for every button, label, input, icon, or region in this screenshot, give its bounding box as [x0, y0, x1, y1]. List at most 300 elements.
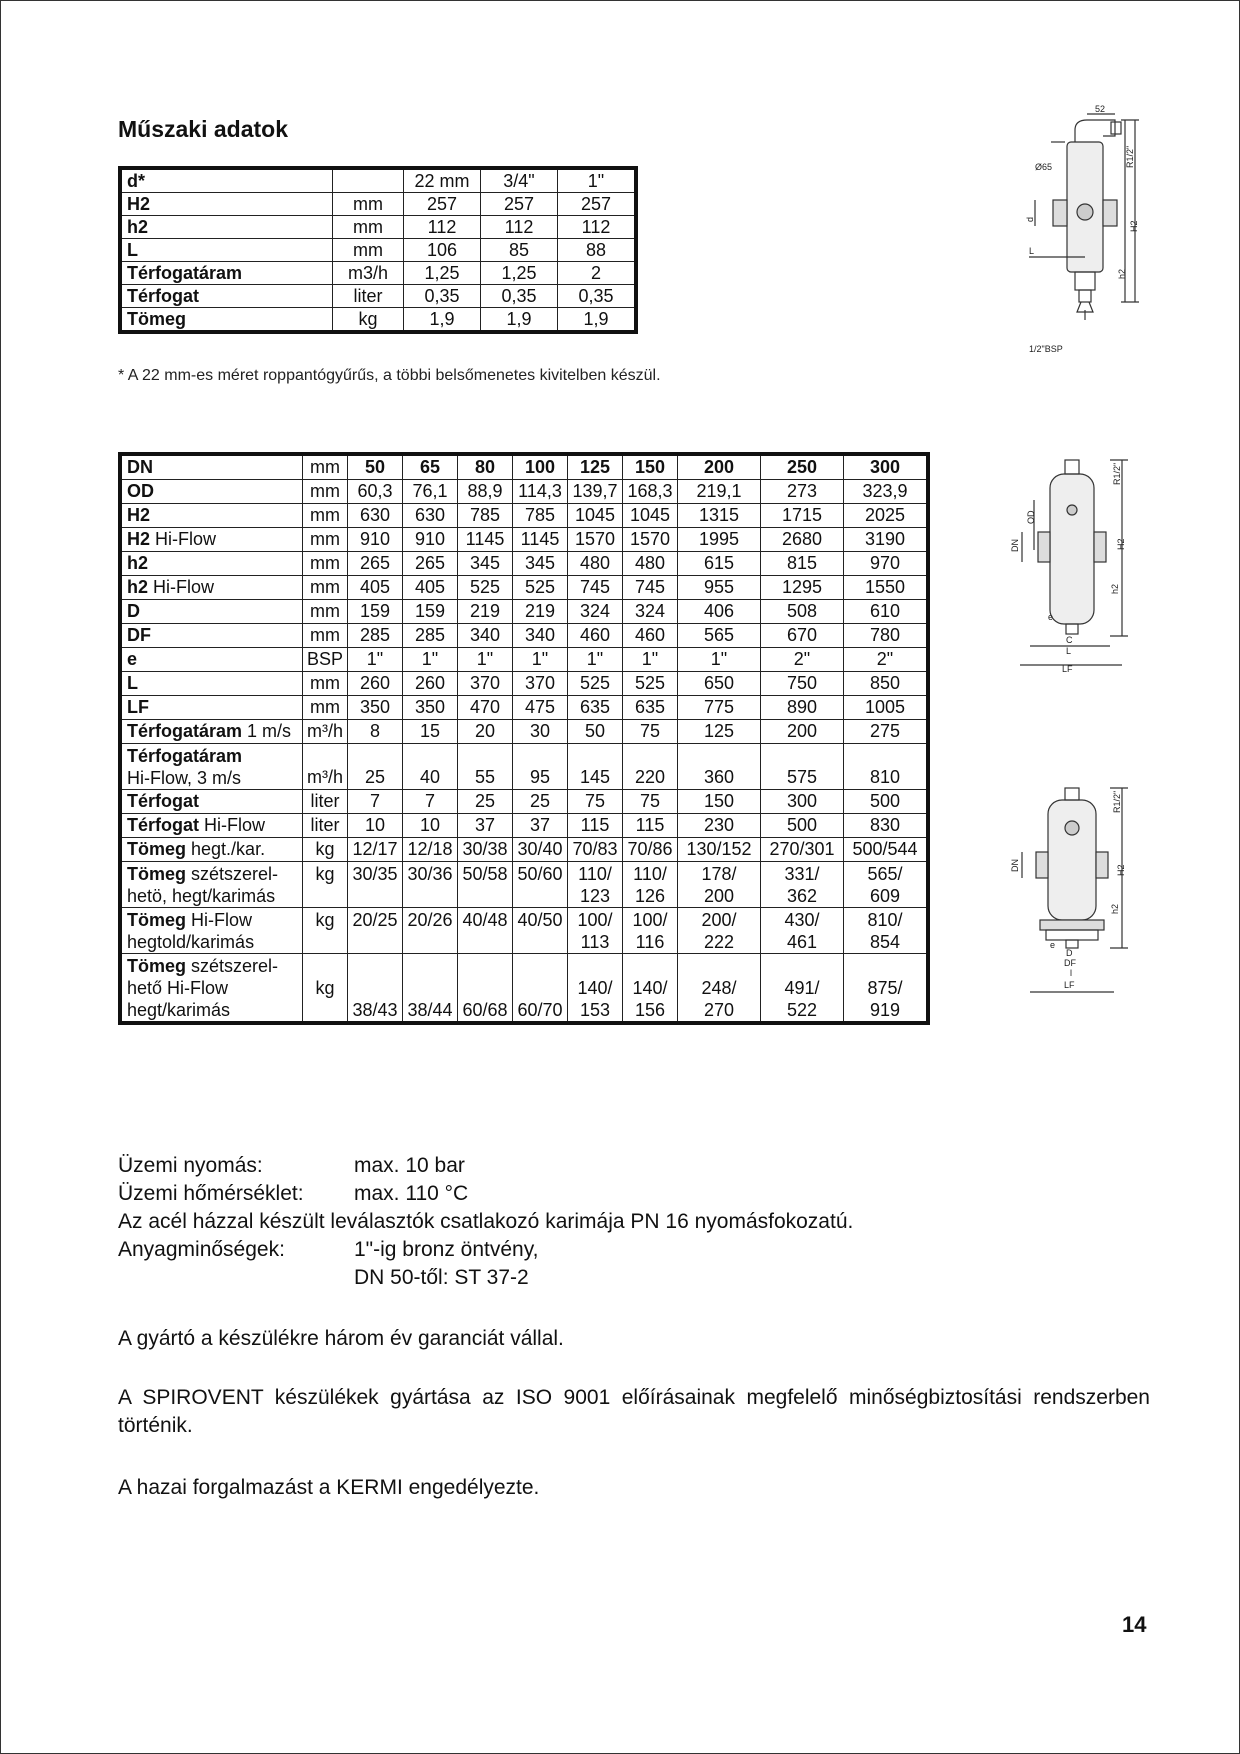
table-cell: 145: [568, 744, 623, 790]
table-cell: 1,9: [404, 308, 481, 333]
table-cell: 324: [623, 600, 678, 624]
table-cell: 125: [678, 720, 761, 744]
table-row: [120, 862, 928, 908]
table-cell: 370: [458, 672, 513, 696]
table-row: [120, 285, 636, 308]
cell-line: 854: [869, 932, 901, 952]
table-cell: 1,25: [404, 262, 481, 285]
dim-d: d: [1025, 216, 1035, 222]
pressure-label: Üzemi nyomás:: [118, 1154, 263, 1177]
row-unit: mm: [333, 193, 404, 216]
header-cell: 1": [558, 168, 637, 193]
cell-line: 113: [580, 932, 610, 952]
table-cell: 270/301: [761, 838, 844, 862]
row-label-normal: hegtold/karimás: [127, 932, 255, 952]
table-cell: [348, 954, 403, 1024]
cell-line: 50/60: [517, 864, 563, 884]
row-label: [120, 648, 303, 672]
header-cell: DN: [120, 454, 303, 480]
table-cell: 345: [513, 552, 568, 576]
row-label-bold: LF: [127, 697, 149, 717]
table-cell: [761, 954, 844, 1024]
cell-line: 40/50: [517, 910, 563, 930]
table-cell: 350: [403, 696, 458, 720]
row-label: h2: [120, 216, 333, 239]
table-cell: 75: [568, 790, 623, 814]
table-cell: 360: [678, 744, 761, 790]
table-row: [120, 528, 928, 552]
table-cell: 219: [513, 600, 568, 624]
table-cell: 273: [761, 480, 844, 504]
table-row: [120, 624, 928, 648]
row-unit: mm: [333, 239, 404, 262]
table-cell: 1715: [761, 504, 844, 528]
table-cell: 500/544: [844, 838, 929, 862]
table-cell: [458, 908, 513, 954]
dim-H2: H2: [1116, 864, 1126, 876]
row-unit: mm: [303, 696, 348, 720]
table-cell: 150: [678, 790, 761, 814]
table-cell: 15: [403, 720, 458, 744]
table-cell: 2": [844, 648, 929, 672]
table-cell: 25: [513, 790, 568, 814]
row-unit: kg: [333, 308, 404, 333]
table-cell: 1": [458, 648, 513, 672]
header-cell: 3/4": [481, 168, 558, 193]
table-cell: 159: [348, 600, 403, 624]
table-cell: 12/18: [403, 838, 458, 862]
table-cell: 470: [458, 696, 513, 720]
temperature-row: [118, 1180, 853, 1208]
table-cell: [458, 954, 513, 1024]
cell-line: 126: [634, 886, 666, 906]
table-cell: 650: [678, 672, 761, 696]
table-cell: 60,3: [348, 480, 403, 504]
table-cell: 115: [623, 814, 678, 838]
table-cell: 168,3: [623, 480, 678, 504]
table-cell: 1570: [623, 528, 678, 552]
row-label-bold: Térfogat: [127, 815, 199, 835]
cell-line: 116: [635, 932, 665, 952]
table-cell: 1145: [458, 528, 513, 552]
row-unit: liter: [303, 790, 348, 814]
table-cell: 830: [844, 814, 929, 838]
operating-data: [118, 1152, 853, 1292]
table-cell: 12/17: [348, 838, 403, 862]
table-cell: 890: [761, 696, 844, 720]
table-cell: [678, 954, 761, 1024]
table-cell: 25: [348, 744, 403, 790]
row-label: Térfogat: [120, 285, 333, 308]
table-cell: 0,35: [558, 285, 637, 308]
table-cell: 475: [513, 696, 568, 720]
cell-line: 222: [703, 932, 735, 952]
dim-L: L: [1066, 646, 1072, 656]
dim-LF: LF: [1062, 664, 1073, 674]
table-cell: 20: [458, 720, 513, 744]
cell-line: 38/44: [407, 1000, 453, 1020]
cell-line: 270: [703, 1000, 735, 1020]
dim-dn: DN: [1010, 859, 1020, 872]
dim-H2: H2: [1129, 220, 1139, 232]
table-cell: 115: [568, 814, 623, 838]
cell-line: 331/: [784, 864, 820, 884]
cell-line: 30/35: [352, 864, 398, 884]
table-cell: 1570: [568, 528, 623, 552]
pressure-row: [118, 1152, 853, 1180]
table-cell: 480: [623, 552, 678, 576]
table-cell: 112: [558, 216, 637, 239]
table-cell: [844, 908, 929, 954]
dim-e: e: [1050, 940, 1056, 950]
table-cell: 257: [558, 193, 637, 216]
table-row: [120, 262, 636, 285]
table-cell: 88,9: [458, 480, 513, 504]
table-cell: 500: [761, 814, 844, 838]
table-cell: 525: [568, 672, 623, 696]
table-cell: 88: [558, 239, 637, 262]
table-cell: 275: [844, 720, 929, 744]
table-cell: 40: [403, 744, 458, 790]
row-label-normal: Hi-Flow: [199, 815, 265, 835]
table-row: [120, 504, 928, 528]
cell-line: 38/43: [352, 1000, 398, 1020]
table-cell: 0,35: [404, 285, 481, 308]
row-label-bold: Tömeg: [127, 839, 187, 859]
header-cell: 80: [458, 454, 513, 480]
table-cell: 7: [403, 790, 458, 814]
dim-h2: h2: [1110, 583, 1120, 594]
table-row: [120, 908, 928, 954]
row-unit: mm: [333, 216, 404, 239]
cell-line: 20/25: [352, 910, 398, 930]
cell-line: 100/: [632, 910, 668, 930]
dim-H2: H2: [1116, 538, 1126, 550]
small-separator-drawing: [1025, 104, 1155, 362]
table-cell: 265: [403, 552, 458, 576]
row-label-bold: D: [127, 601, 140, 621]
row-unit: BSP: [303, 648, 348, 672]
row-label: H2: [120, 193, 333, 216]
cell-line: 60/68: [462, 1000, 508, 1020]
header-cell: 100: [513, 454, 568, 480]
header-cell: 300: [844, 454, 929, 480]
row-label-normal: Hi-Flow: [148, 577, 215, 597]
table-cell: 1295: [761, 576, 844, 600]
cell-line: 609: [869, 886, 901, 906]
cell-line: 919: [869, 1000, 901, 1020]
cell-line: 565/: [867, 864, 903, 884]
row-label: L: [120, 239, 333, 262]
table-cell: 10: [348, 814, 403, 838]
table-cell: [678, 862, 761, 908]
table-cell: 745: [623, 576, 678, 600]
header-cell: 200: [678, 454, 761, 480]
table-cell: [568, 862, 623, 908]
table-cell: [844, 954, 929, 1024]
warranty-text: A gyártó a készülékre három év garanciát vállal.: [118, 1327, 564, 1350]
row-label-normal: hetö, hegt/karimás: [127, 886, 276, 906]
table-cell: 565: [678, 624, 761, 648]
row-label-normal: Hi-Flow: [150, 529, 217, 549]
material-row-2: [118, 1264, 853, 1292]
table-row: [120, 576, 928, 600]
table-cell: 460: [568, 624, 623, 648]
table-cell: [623, 862, 678, 908]
table-cell: [513, 862, 568, 908]
row-unit: m³/h: [303, 720, 348, 744]
table-cell: 610: [844, 600, 929, 624]
table-cell: 750: [761, 672, 844, 696]
table-cell: 219: [458, 600, 513, 624]
cell-line: 248/: [701, 978, 737, 998]
table-cell: 219,1: [678, 480, 761, 504]
row-label-bold: e: [127, 649, 138, 669]
cell-line: 30/36: [407, 864, 453, 884]
table-cell: [761, 908, 844, 954]
table-cell: [403, 862, 458, 908]
iso-text: A SPIROVENT készülékek gyártása az ISO 9001 előírásainak megfelelő minőségbiztosítási rendszerben történik.: [118, 1386, 1150, 1437]
row-label: [120, 528, 303, 552]
table-cell: 955: [678, 576, 761, 600]
table-cell: 910: [348, 528, 403, 552]
table-cell: [403, 954, 458, 1024]
table-cell: 159: [403, 600, 458, 624]
table-cell: 37: [513, 814, 568, 838]
cell-line: 110/: [633, 864, 667, 884]
table-cell: 1": [403, 648, 458, 672]
table-cell: 785: [513, 504, 568, 528]
row-label-bold: L: [127, 673, 138, 693]
row-label-bold: h2: [127, 577, 149, 597]
dim-od: OD: [1026, 510, 1036, 524]
row-label: [120, 814, 303, 838]
table-cell: 70/86: [623, 838, 678, 862]
row-unit: liter: [303, 814, 348, 838]
row-unit: mm: [303, 672, 348, 696]
material-row: [118, 1236, 853, 1264]
table-cell: 2: [558, 262, 637, 285]
row-label: [120, 480, 303, 504]
large-spec-table: [118, 452, 930, 1025]
table-cell: 75: [623, 720, 678, 744]
table-cell: 257: [481, 193, 558, 216]
table-cell: 114,3: [513, 480, 568, 504]
header-cell: 150: [623, 454, 678, 480]
table-cell: 1": [678, 648, 761, 672]
table-cell: [458, 862, 513, 908]
material-value-1: 1"-ig bronz öntvény,: [354, 1238, 539, 1261]
cell-line: 140/: [577, 978, 613, 998]
row-label: [120, 672, 303, 696]
cell-line: 156: [634, 1000, 666, 1020]
table-cell: 285: [403, 624, 458, 648]
row-unit: m3/h: [333, 262, 404, 285]
row-label-normal: szétszerel-: [186, 864, 279, 884]
table-cell: 75: [623, 790, 678, 814]
temperature-label: Üzemi hőmérséklet:: [118, 1182, 304, 1205]
table-cell: 300: [761, 790, 844, 814]
table-cell: 780: [844, 624, 929, 648]
table-row: [120, 239, 636, 262]
row-unit: mm: [303, 480, 348, 504]
table-row: [120, 954, 928, 1024]
table-cell: 1995: [678, 528, 761, 552]
table-row: [120, 672, 928, 696]
table-cell: 55: [458, 744, 513, 790]
cell-line: 100/: [577, 910, 613, 930]
row-label-normal: hegt/karimás: [127, 1000, 231, 1020]
row-label: [120, 744, 303, 790]
table-cell: 635: [568, 696, 623, 720]
table-cell: 8: [348, 720, 403, 744]
distribution-text: A hazai forgalmazást a KERMI engedélyezte.: [118, 1476, 540, 1499]
row-label-bold: DF: [127, 625, 151, 645]
cell-line: 461: [786, 932, 818, 952]
table-cell: 345: [458, 552, 513, 576]
table-row: [120, 600, 928, 624]
table-row: [120, 216, 636, 239]
material-label: Anyagminőségek:: [118, 1238, 285, 1261]
table-cell: 85: [481, 239, 558, 262]
table-cell: 265: [348, 552, 403, 576]
table-cell: 230: [678, 814, 761, 838]
flange-row: [118, 1208, 853, 1236]
table-cell: 76,1: [403, 480, 458, 504]
table-cell: 850: [844, 672, 929, 696]
table-cell: 139,7: [568, 480, 623, 504]
table-row: [120, 814, 928, 838]
row-unit: mm: [303, 504, 348, 528]
table-cell: 2": [761, 648, 844, 672]
row-label: Tömeg: [120, 308, 333, 333]
table-row: [120, 744, 928, 790]
row-label-normal: hegt./kar.: [186, 839, 266, 859]
table-cell: 112: [481, 216, 558, 239]
row-label-normal: hető Hi-Flow: [127, 978, 229, 998]
table-cell: 106: [404, 239, 481, 262]
row-label: [120, 552, 303, 576]
dim-L: L: [1029, 246, 1035, 256]
cell-line: 40/48: [462, 910, 508, 930]
table-cell: 630: [348, 504, 403, 528]
table-cell: [568, 908, 623, 954]
row-label-bold: Tömeg: [127, 910, 187, 930]
cell-line: 200: [703, 886, 735, 906]
table-cell: 340: [513, 624, 568, 648]
cell-line: 178/: [701, 864, 737, 884]
table-cell: 785: [458, 504, 513, 528]
row-label-bold: h2: [127, 553, 149, 573]
table-row: [120, 696, 928, 720]
table-cell: 3190: [844, 528, 929, 552]
cell-line: 430/: [784, 910, 820, 930]
table-header-row: [120, 168, 636, 193]
table-cell: 406: [678, 600, 761, 624]
table-cell: 1005: [844, 696, 929, 720]
table-cell: 460: [623, 624, 678, 648]
table-cell: 615: [678, 552, 761, 576]
table-cell: 257: [404, 193, 481, 216]
row-label: [120, 838, 303, 862]
table-cell: 815: [761, 552, 844, 576]
header-cell: 50: [348, 454, 403, 480]
dim-DF: DF: [1064, 958, 1076, 968]
row-label-normal: Hi-Flow, 3 m/s: [127, 768, 242, 788]
header-cell: 125: [568, 454, 623, 480]
table-cell: 405: [348, 576, 403, 600]
table-cell: 1045: [568, 504, 623, 528]
header-cell: 250: [761, 454, 844, 480]
cell-line: 50/58: [462, 864, 508, 884]
table-cell: 323,9: [844, 480, 929, 504]
header-cell: [333, 168, 404, 193]
cell-line: 875/: [867, 978, 903, 998]
cell-line: 60/70: [517, 1000, 563, 1020]
row-label-normal: Hi-Flow: [186, 910, 253, 930]
row-label: [120, 790, 303, 814]
header-cell: 65: [403, 454, 458, 480]
table-cell: 630: [403, 504, 458, 528]
table-cell: 2025: [844, 504, 929, 528]
row-unit: kg: [303, 954, 348, 1024]
table-cell: [623, 954, 678, 1024]
cell-line: 123: [579, 886, 611, 906]
table-cell: 1550: [844, 576, 929, 600]
table-cell: [403, 908, 458, 954]
table-cell: 25: [458, 790, 513, 814]
cell-line: 522: [786, 1000, 818, 1020]
dim-r: R1/2": [1125, 145, 1135, 168]
table-cell: 0,35: [481, 285, 558, 308]
row-label-normal: 1 m/s: [242, 721, 292, 741]
row-label-bold: Tömeg: [127, 864, 187, 884]
table-row: [120, 790, 928, 814]
row-label: Térfogatáram: [120, 262, 333, 285]
dim-r: R1/2": [1112, 790, 1122, 813]
table-cell: 324: [568, 600, 623, 624]
table-cell: 745: [568, 576, 623, 600]
row-label: [120, 954, 303, 1024]
row-label: [120, 908, 303, 954]
table-cell: 2680: [761, 528, 844, 552]
dim-dn: DN: [1010, 539, 1020, 552]
table-cell: 1045: [623, 504, 678, 528]
cell-line: 110/: [578, 864, 612, 884]
table-row: [120, 720, 928, 744]
dim-D: D: [1066, 948, 1073, 958]
flange-text: Az acél házzal készült leválasztók csatlakozó karimája PN 16 nyomásfokozatú.: [118, 1210, 854, 1233]
row-unit: m³/h: [303, 744, 348, 790]
row-label-bold: H2: [127, 505, 151, 525]
dim-bsp: 1/2"BSP: [1029, 344, 1063, 354]
dim-l: l: [1070, 968, 1072, 978]
table-cell: 95: [513, 744, 568, 790]
table-cell: 910: [403, 528, 458, 552]
row-label: [120, 862, 303, 908]
table-cell: 285: [348, 624, 403, 648]
table-cell: [678, 908, 761, 954]
row-label-bold: Térfogatáram: [127, 721, 243, 741]
cell-line: 140/: [632, 978, 668, 998]
dim-r: R1/2": [1112, 462, 1122, 485]
table-cell: 405: [403, 576, 458, 600]
table-cell: [348, 862, 403, 908]
small-spec-table: [118, 166, 638, 334]
dim-diameter: Ø65: [1035, 162, 1053, 172]
cell-line: 153: [579, 1000, 611, 1020]
welded-separator-drawing: [1010, 440, 1140, 675]
